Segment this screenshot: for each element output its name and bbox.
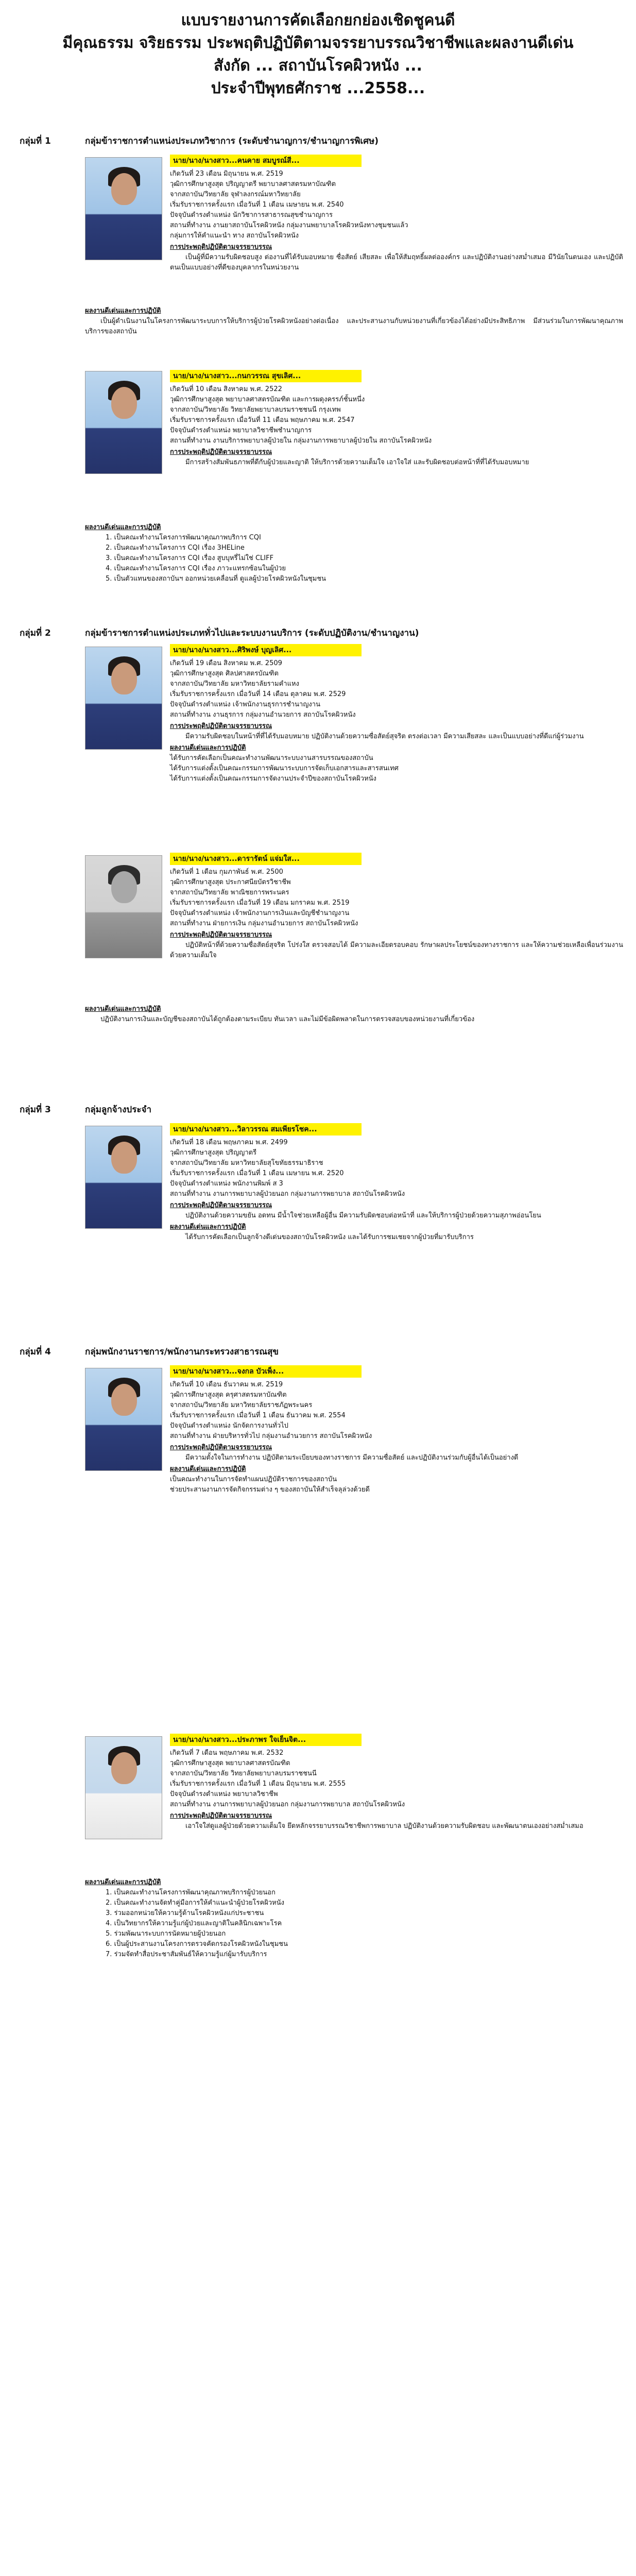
bio-line: เริ่มรับราชการครั้งแรก เมื่อวันที่ 14 เดือน ตุลาคม พ.ศ. 2529 — [170, 690, 346, 698]
section-heading: ผลงานดีเด่นและการปฏิบัติ — [85, 1005, 161, 1013]
person-name: นาย/นาง/นางสาว...ดารารัตน์ แจ่มใส... — [170, 853, 362, 865]
section-heading: ผลงานดีเด่นและการปฏิบัติ — [170, 1465, 246, 1473]
bio-line: เกิดวันที่ 1 เดือน กุมภาพันธ์ พ.ศ. 2500 — [170, 868, 283, 876]
section-heading: การประพฤติปฏิบัติตามจรรยาบรรณ — [170, 722, 272, 730]
photo-face — [111, 871, 137, 903]
conduct-text: ปฏิบัติงานด้วยความขยัน อดทน มีน้ำใจช่วยเหลือผู้อื่น มีความรับผิดชอบต่อหน้าที่ และให้บริการผู้ป่วยด้วยความสุภาพอ่อนโยน — [185, 1212, 541, 1219]
works-item: 3. ร่วมออกหน่วยให้ความรู้ด้านโรคผิวหนังแก่ประชาชน — [106, 1909, 264, 1917]
works-item: 5. เป็นตัวแทนของสถาบันฯ ออกหน่วยเคลื่อนที่ ดูแลผู้ป่วยโรคผิวหนังในชุมชน — [106, 575, 326, 583]
works-text: ได้รับการคัดเลือกเป็นลูกจ้างดีเด่นของสถาบันโรคผิวหนัง และได้รับการชมเชยจากผู้ป่วยที่มารับบริการ — [185, 1233, 474, 1241]
group-label: กลุ่มที่ 1 — [20, 136, 51, 146]
bio-line: สถานที่ทำงาน ฝ่ายการเงิน กลุ่มงานอำนวยการ สถาบันโรคผิวหนัง — [170, 920, 358, 927]
section-heading: ผลงานดีเด่นและการปฏิบัติ — [85, 1878, 161, 1886]
person-info — [170, 155, 623, 273]
bio-line: เริ่มรับราชการครั้งแรก เมื่อวันที่ 1 เดือน เมษายน พ.ศ. 2540 — [170, 201, 344, 209]
bio-line: จากสถาบัน/วิทยาลัย มหาวิทยาลัยราชภัฏพระนคร — [170, 1401, 313, 1409]
group-label: กลุ่มที่ 4 — [20, 1347, 51, 1357]
bio-line: เกิดวันที่ 23 เดือน มิถุนายน พ.ศ. 2519 — [170, 170, 283, 178]
person-name: นาย/นาง/นางสาว...วิลาวรรณ สมเพียรโชค... — [170, 1123, 362, 1136]
bio-line: จากสถาบัน/วิทยาลัย วิทยาลัยพยาบาลบรมราชชนนี กรุงเทพ — [170, 406, 341, 414]
bio-line: จากสถาบัน/วิทยาลัย วิทยาลัยพยาบาลบรมราชชนนี — [170, 1770, 317, 1777]
photo-face — [111, 387, 137, 419]
section-heading: การประพฤติปฏิบัติตามจรรยาบรรณ — [170, 1444, 272, 1451]
person-photo — [85, 371, 162, 474]
bio-line: วุฒิการศึกษาสูงสุด ครุศาสตรมหาบัณฑิต — [170, 1391, 287, 1399]
person-works — [85, 1875, 623, 1960]
bio-line: วุฒิการศึกษาสูงสุด ปริญญาตรี พยาบาลศาสตรมหาบัณฑิต — [170, 180, 336, 188]
section-heading: ผลงานดีเด่นและการปฏิบัติ — [85, 307, 161, 315]
works-item: 3. เป็นคณะทำงานโครงการ CQI เรื่อง สูบบุหรี่ไม่ใช่ CLIFF — [106, 554, 274, 562]
bio-line: เริ่มรับราชการครั้งแรก เมื่อวันที่ 1 เดือน มิถุนายน พ.ศ. 2555 — [170, 1780, 346, 1788]
bio-line: กลุ่มการให้คำแนะนำ ทาง สถาบันโรคผิวหนัง — [170, 232, 299, 240]
section-heading: การประพฤติปฏิบัติตามจรรยาบรรณ — [170, 243, 272, 251]
person-works — [85, 1002, 623, 1025]
works-item: ได้รับการแต่งตั้งเป็นคณะกรรมการพัฒนาระบบการจัดเก็บเอกสารและสารสนเทศ — [170, 765, 399, 772]
works-text: เป็นผู้ดำเนินงานในโครงการพัฒนาระบบการให้บริการผู้ป่วยโรคผิวหนังอย่างต่อเนื่อง และประสานงานกับหน่วยงานที่เกี่ยวข้องได้อย่างมีประสิทธิภาพ มีส่วนร่วมในการพัฒนาคุณภาพบริการของสถาบัน — [85, 317, 623, 335]
bio-line: เกิดวันที่ 7 เดือน พฤษภาคม พ.ศ. 2532 — [170, 1749, 284, 1757]
bio-line: วุฒิการศึกษาสูงสุด ศิลปศาสตรบัณฑิต — [170, 670, 279, 677]
group-label: กลุ่มที่ 2 — [20, 628, 51, 638]
person-name: นาย/นาง/นางสาว...ศิริพงษ์ บุญเลิศ... — [170, 644, 362, 656]
works-item: ได้รับการแต่งตั้งเป็นคณะกรรมการจัดงานประจำปีของสถาบันโรคผิวหนัง — [170, 775, 376, 783]
person-info — [170, 1734, 623, 1832]
group-title: กลุ่มข้าราชการตำแหน่งประเภทวิชาการ (ระดับชำนาญการ/ชำนาญการพิเศษ) — [85, 136, 379, 146]
bio-line: จากสถาบัน/วิทยาลัย จุฬาลงกรณ์มหาวิทยาลัย — [170, 191, 301, 198]
person-info — [170, 644, 623, 784]
works-item: 4. เป็นวิทยากรให้ความรู้แก่ผู้ป่วยและญาติในคลินิกเฉพาะโรค — [106, 1920, 282, 1927]
person-name: นาย/นาง/นางสาว...จงกล บัวเพ็ง... — [170, 1365, 362, 1378]
person-photo — [85, 1736, 162, 1839]
works-item: 6. เป็นผู้ประสานงานโครงการตรวจคัดกรองโรคผิวหนังในชุมชน — [106, 1940, 288, 1948]
bio-line: วุฒิการศึกษาสูงสุด พยาบาลศาสตรบัณฑิต — [170, 1759, 290, 1767]
bio-line: เกิดวันที่ 18 เดือน พฤษภาคม พ.ศ. 2499 — [170, 1139, 288, 1146]
bio-line: วุฒิการศึกษาสูงสุด ประกาศนียบัตรวิชาชีพ — [170, 878, 291, 886]
conduct-text: เอาใจใส่ดูแลผู้ป่วยด้วยความเต็มใจ ยึดหลักจรรยาบรรณวิชาชีพการพยาบาล ปฏิบัติงานด้วยความรับผิดชอบ และพัฒนาตนเองอย่างสม่ำเสมอ — [185, 1822, 583, 1830]
section-heading: ผลงานดีเด่นและการปฏิบัติ — [170, 1223, 246, 1231]
bio-line: ปัจจุบันดำรงตำแหน่ง นักจัดการงานทั่วไป — [170, 1422, 288, 1430]
works-text: ปฏิบัติงานการเงินและบัญชีของสถาบันได้ถูกต้องตามระเบียบ ทันเวลา และไม่มีข้อผิดพลาดในการตรวจสอบของหน่วยงานที่เกี่ยวข้อง — [100, 1015, 475, 1023]
bio-line: ปัจจุบันดำรงตำแหน่ง พนักงานพิมพ์ ส 3 — [170, 1180, 283, 1188]
bio-line: เริ่มรับราชการครั้งแรก เมื่อวันที่ 11 เดือน พฤษภาคม พ.ศ. 2547 — [170, 416, 355, 424]
group-title: กลุ่มลูกจ้างประจำ — [85, 1105, 151, 1115]
works-item: ช่วยประสานงานการจัดกิจกรรมต่าง ๆ ของสถาบันให้สำเร็จลุล่วงด้วยดี — [170, 1486, 370, 1494]
works-item: 5. ร่วมพัฒนาระบบการนัดหมายผู้ป่วยนอก — [106, 1930, 226, 1938]
bio-line: จากสถาบัน/วิทยาลัย พาณิชยการพระนคร — [170, 889, 289, 896]
photo-face — [111, 173, 137, 205]
section-heading: การประพฤติปฏิบัติตามจรรยาบรรณ — [170, 931, 272, 939]
group-title: กลุ่มข้าราชการตำแหน่งประเภททั่วไปและระบบงานบริการ (ระดับปฏิบัติงาน/ชำนาญงาน) — [85, 628, 419, 638]
person-photo — [85, 647, 162, 750]
bio-line: จากสถาบัน/วิทยาลัย มหาวิทยาลัยสุโขทัยธรรมาธิราช — [170, 1159, 323, 1167]
bio-line: ปัจจุบันดำรงตำแหน่ง พยาบาลวิชาชีพ — [170, 1790, 278, 1798]
photo-face — [111, 1752, 137, 1784]
bio-line: สถานที่ทำงาน งานการพยาบาลผู้ป่วยนอก กลุ่มงานการพยาบาล สถาบันโรคผิวหนัง — [170, 1190, 405, 1198]
bio-line: เริ่มรับราชการครั้งแรก เมื่อวันที่ 1 เดือน ธันวาคม พ.ศ. 2554 — [170, 1412, 346, 1419]
photo-face — [111, 1142, 137, 1174]
bio-line: วุฒิการศึกษาสูงสุด ปริญญาตรี — [170, 1149, 257, 1157]
person-info — [170, 1365, 623, 1495]
section-heading: ผลงานดีเด่นและการปฏิบัติ — [170, 744, 246, 752]
conduct-text: มีความรับผิดชอบในหน้าที่ที่ได้รับมอบหมาย ปฏิบัติงานด้วยความซื่อสัตย์สุจริต ตรงต่อเวลา มีความเสียสละ และเป็นแบบอย่างที่ดีแก่ผู้ร่วมงาน — [185, 733, 584, 740]
group-title: กลุ่มพนักงานราชการ/พนักงานกระทรวงสาธารณสุข — [85, 1347, 279, 1357]
bio-line: เกิดวันที่ 10 เดือน สิงหาคม พ.ศ. 2522 — [170, 385, 282, 393]
bio-line: เริ่มรับราชการครั้งแรก เมื่อวันที่ 1 เดือน เมษายน พ.ศ. 2520 — [170, 1170, 344, 1177]
works-item: 7. ร่วมจัดทำสื่อประชาสัมพันธ์ให้ความรู้แก่ผู้มารับบริการ — [106, 1951, 267, 1958]
person-name: นาย/นาง/นางสาว...คนคาย สมบูรณ์สี... — [170, 155, 362, 167]
report-agency: สังกัด ... สถาบันโรคผิวหนัง ... — [214, 57, 422, 75]
bio-line: สถานที่ทำงาน งานธุรการ กลุ่มงานอำนวยการ สถาบันโรคผิวหนัง — [170, 711, 356, 719]
bio-line: ปัจจุบันดำรงตำแหน่ง เจ้าพนักงานการเงินและบัญชีชำนาญงาน — [170, 909, 350, 917]
conduct-text: มีความตั้งใจในการทำงาน ปฏิบัติตามระเบียบของทางราชการ มีความซื่อสัตย์ และปฏิบัติงานร่วมกับผู้อื่นได้เป็นอย่างดี — [185, 1454, 519, 1462]
bio-line: เริ่มรับราชการครั้งแรก เมื่อวันที่ 19 เดือน มกราคม พ.ศ. 2519 — [170, 899, 350, 907]
person-name: นาย/นาง/นางสาว...ประภาพร ใจเย็นจิต... — [170, 1734, 362, 1746]
bio-line: สถานที่ทำงาน ฝ่ายบริหารทั่วไป กลุ่มงานอำนวยการ สถาบันโรคผิวหนัง — [170, 1432, 372, 1440]
bio-line: ปัจจุบันดำรงตำแหน่ง เจ้าพนักงานธุรการชำนาญงาน — [170, 701, 320, 708]
conduct-text: ปฏิบัติหน้าที่ด้วยความซื่อสัตย์สุจริต โปร่งใส ตรวจสอบได้ มีความละเอียดรอบคอบ รักษาผลประโยชน์ของทางราชการ และให้ความช่วยเหลือเพื่อนร่วมงานด้วยความเต็มใจ — [170, 941, 623, 959]
group-label: กลุ่มที่ 3 — [20, 1105, 51, 1115]
bio-line: เกิดวันที่ 19 เดือน สิงหาคม พ.ศ. 2509 — [170, 659, 282, 667]
person-info — [170, 1123, 623, 1243]
works-item: 4. เป็นคณะทำงานโครงการ CQI เรื่อง ภาวะแทรกซ้อนในผู้ป่วย — [106, 565, 286, 572]
works-item: ได้รับการคัดเลือกเป็นคณะทำงานพัฒนาระบบงานสารบรรณของสถาบัน — [170, 754, 373, 762]
photo-face — [111, 663, 137, 694]
person-works — [85, 520, 623, 584]
works-item: 1. เป็นคณะทำงานโครงการพัฒนาคุณภาพบริการ CQI — [106, 534, 261, 541]
person-photo — [85, 855, 162, 958]
section-heading: การประพฤติปฏิบัติตามจรรยาบรรณ — [170, 1812, 272, 1820]
works-item: 2. เป็นคณะทำงานจัดทำคู่มือการให้คำแนะนำผู้ป่วยโรคผิวหนัง — [106, 1899, 284, 1907]
person-name: นาย/นาง/นางสาว...กนกวรรณ สุขเลิศ... — [170, 370, 362, 382]
report-subtitle: มีคุณธรรม จริยธรรม ประพฤติปฏิบัติตามจรรยาบรรณวิชาชีพและผลงานดีเด่น — [62, 34, 574, 52]
conduct-text: เป็นผู้ที่มีความรับผิดชอบสูง ต่องานที่ได้รับมอบหมาย ซื่อสัตย์ เสียสละ เพื่อให้สัมฤทธิ์ผลต่อองค์กร และปฏิบัติงานอย่างสม่ำเสมอ มีวินัยในตนเอง และปฏิบัติตนเป็นแบบอย่างที่ดีของบุคลากรในหน่วยงาน — [170, 253, 623, 272]
section-heading: การประพฤติปฏิบัติตามจรรยาบรรณ — [170, 448, 272, 456]
photo-face — [111, 1384, 137, 1416]
person-works — [85, 304, 623, 337]
bio-line: ปัจจุบันดำรงตำแหน่ง นักวิชาการสาธารณสุขชำนาญการ — [170, 211, 333, 219]
bio-line: สถานที่ทำงาน งานการพยาบาลผู้ป่วยนอก กลุ่มงานการพยาบาล สถาบันโรคผิวหนัง — [170, 1801, 405, 1808]
report-year: ประจำปีพุทธศักราช ...2558... — [211, 79, 425, 97]
conduct-text: มีการสร้างสัมพันธภาพที่ดีกับผู้ป่วยและญาติ ให้บริการด้วยความเต็มใจ เอาใจใส่ และรับผิดชอบต่อหน้าที่ที่ได้รับมอบหมาย — [185, 459, 529, 466]
report-header — [0, 0, 636, 100]
bio-line: จากสถาบัน/วิทยาลัย มหาวิทยาลัยรามคำแหง — [170, 680, 299, 688]
works-item: เป็นคณะทำงานในการจัดทำแผนปฏิบัติราชการของสถาบัน — [170, 1476, 337, 1483]
bio-line: วุฒิการศึกษาสูงสุด พยาบาลศาสตรบัณฑิต และการผดุงครรภ์ชั้นหนึ่ง — [170, 396, 365, 403]
section-heading: การประพฤติปฏิบัติตามจรรยาบรรณ — [170, 1201, 272, 1209]
person-info — [170, 370, 623, 468]
bio-line: สถานที่ทำงาน งานบริการพยาบาลผู้ป่วยใน กลุ่มงานการพยาบาลผู้ป่วยใน สถาบันโรคผิวหนัง — [170, 437, 432, 445]
bio-line: ปัจจุบันดำรงตำแหน่ง พยาบาลวิชาชีพชำนาญการ — [170, 427, 312, 434]
person-photo — [85, 1126, 162, 1229]
person-info — [170, 853, 623, 961]
person-photo — [85, 1368, 162, 1471]
bio-line: เกิดวันที่ 10 เดือน ธันวาคม พ.ศ. 2519 — [170, 1381, 283, 1388]
section-heading: ผลงานดีเด่นและการปฏิบัติ — [85, 523, 161, 531]
works-item: 2. เป็นคณะทำงานโครงการ CQI เรื่อง 3HELine — [106, 544, 245, 552]
person-photo — [85, 157, 162, 260]
works-item: 1. เป็นคณะทำงานโครงการพัฒนาคุณภาพบริการผู้ป่วยนอก — [106, 1889, 276, 1896]
bio-line: สถานที่ทำงาน งานยาสถาบันโรคผิวหนัง กลุ่มงานพยาบาลโรคผิวหนังทางชุมชนแล้ว — [170, 222, 408, 229]
report-title: แบบรายงานการคัดเลือกยกย่องเชิดชูคนดี — [181, 11, 455, 29]
